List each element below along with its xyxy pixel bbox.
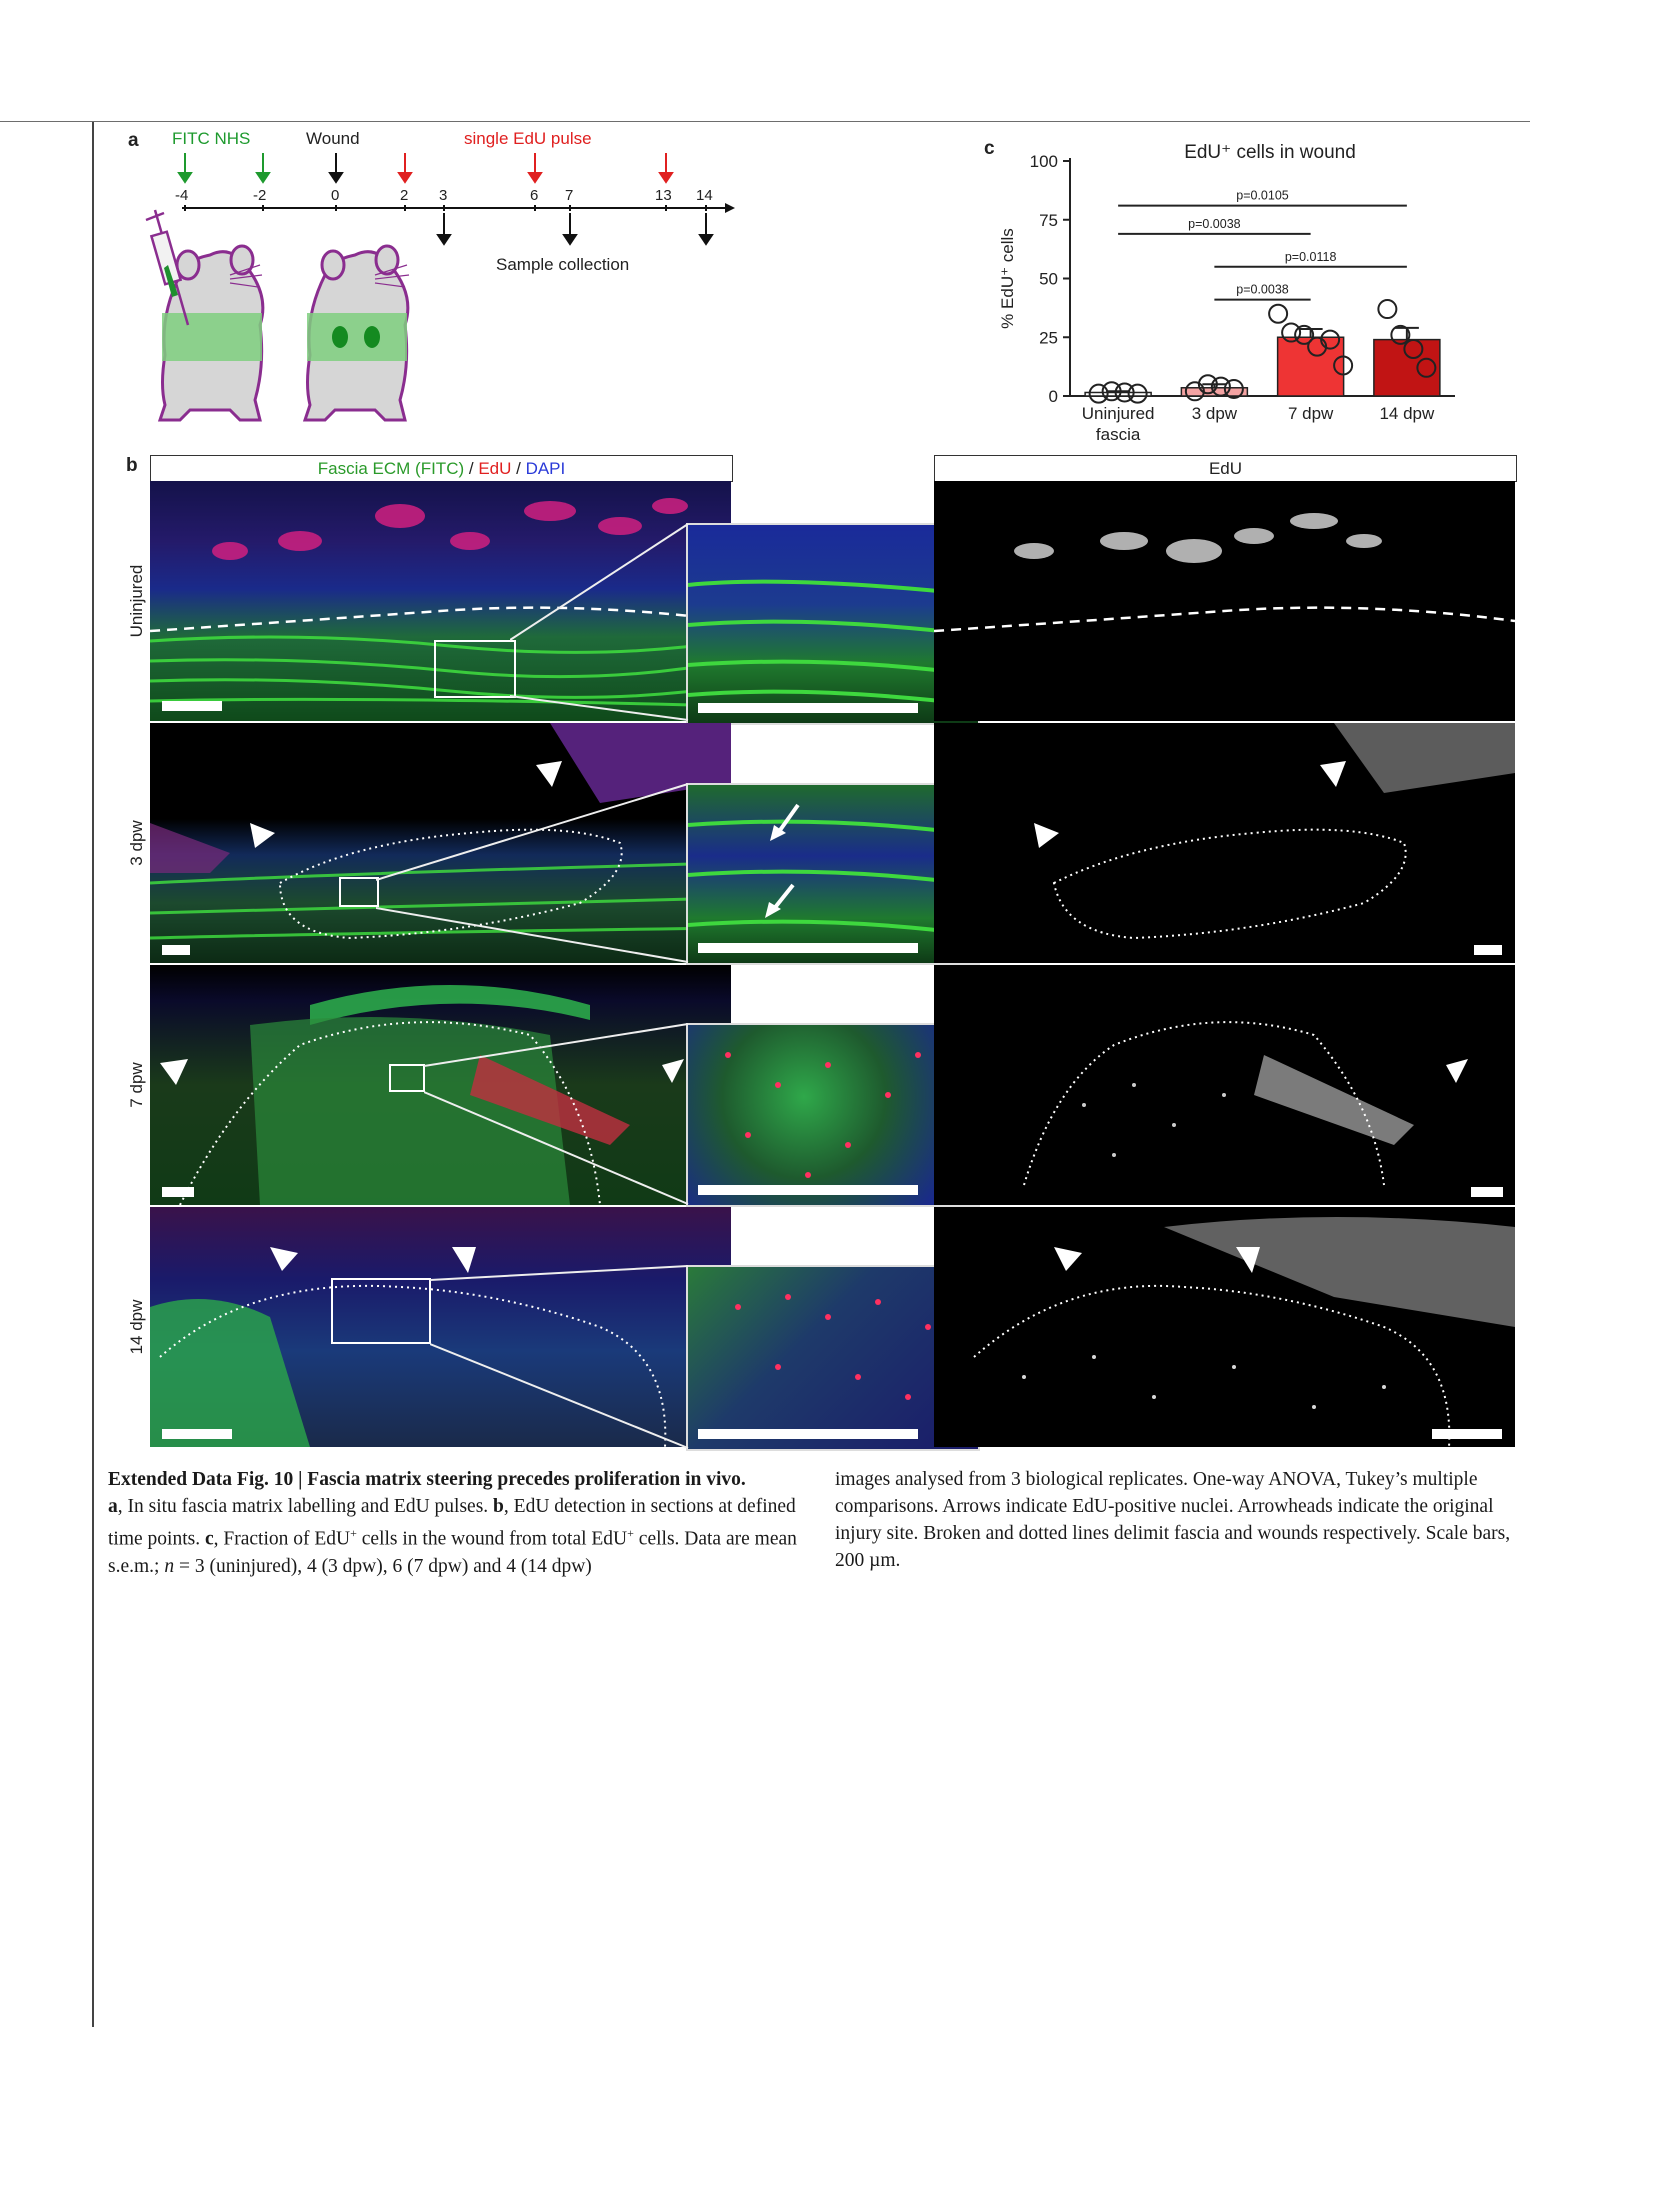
y-tick-label: 0 [1048,387,1058,406]
micrograph-3dpw-edu [934,723,1515,963]
wound-arrow [330,153,342,182]
row-label-14dpw: 14 dpw [124,1207,152,1447]
edu-arrows [399,153,672,182]
chart-title: EdU⁺ cells in wound [1184,142,1356,163]
y-tick-label: 75 [1039,210,1058,230]
scale-bar [698,1429,918,1439]
data-point [1269,305,1287,323]
scale-bar [162,945,190,955]
zoom-lines-row3 [424,1020,690,1210]
micrograph-7dpw-edu [934,965,1515,1205]
tick-label: 7 [565,187,574,204]
y-axis-label: % EdU⁺ cells [998,228,1017,329]
row-label-3dpw: 3 dpw [124,723,152,963]
header-edu: EdU [478,459,512,478]
scale-bar [1432,1429,1502,1439]
scale-bar [698,703,918,713]
scale-bar [698,1185,918,1195]
edu-pulse-label: single EdU pulse [464,129,592,148]
tick-label: -4 [175,187,189,204]
tick-label: 0 [331,187,340,204]
mouse-1-label-band [162,313,262,361]
fitc-nhs-label: FITC NHS [172,129,251,148]
scale-bar [1471,1187,1503,1197]
tick-label: 2 [400,187,409,204]
tick-label: 13 [655,187,672,204]
edu-bar-chart [980,128,1480,458]
x-tick-label: 3 dpw [1191,404,1238,423]
top-rule [0,121,1530,122]
zoom-lines-row1 [510,520,690,725]
timeline-svg [120,125,760,430]
header-edu-right: EdU [1208,459,1243,478]
data-point [1378,300,1396,318]
wound-spot-2 [364,326,380,348]
row-label-uninjured: Uninjured [124,481,152,721]
header-sep-2: / [511,459,526,478]
scale-bar [698,943,918,953]
caption-column-2: images analysed from 3 biological replicates. One-way ANOVA, Tukey’s multiple comparisons. Arrows indicate EdU-positive nuclei. Arrowheads indicate the original injury site. Broken and dotted lines delimit fascia and wounds respectively. Scale bars, 200 µm. [835,1469,1511,1571]
scale-bar [162,1429,232,1439]
caption-column-1: Extended Data Fig. 10 | Fascia matrix steering precedes proliferation in vivo. a, In situ fascia matrix labelling and EdU pulses. b, EdU detection in sections at defined time points. c, Fraction of EdU+ cells in the wound from total EdU+ cells. Data are mean s.e.m.; n = 3 (uninjured), 4 (3 dpw), 6 (7 dpw) and 4 (14 dpw) [108,1469,797,1577]
tick-label: -2 [253,187,267,204]
row-label-7dpw: 7 dpw [124,965,152,1205]
scale-bar [1474,945,1502,955]
y-tick-label: 50 [1039,269,1058,289]
tick-label: 14 [696,187,713,204]
header-dapi: DAPI [525,459,566,478]
fitc-arrows [179,153,269,182]
sample-collection-label: Sample collection [496,255,630,274]
tick-label: 3 [439,187,448,204]
scale-bar [162,701,222,711]
mouse-2-label-band [307,313,407,361]
p-value-label: p=0.0105 [1236,188,1289,203]
panel-c-label: c [984,138,995,159]
wound-spot-1 [332,326,348,348]
p-value-label: p=0.0038 [1188,216,1241,231]
micrograph-14dpw-edu [934,1207,1515,1447]
panel-a-label: a [128,130,139,151]
x-tick-label: 14 dpw [1379,404,1435,423]
panel-b-header-left [150,455,733,482]
p-value-label: p=0.0118 [1284,249,1337,264]
y-tick-label: 25 [1039,328,1058,348]
scale-bar [162,1187,194,1197]
y-tick-label: 100 [1029,152,1058,171]
tick-label: 6 [530,187,539,204]
left-margin-rule [92,122,94,2027]
panel-c [980,128,1480,458]
zoom-lines-row2 [376,780,690,970]
p-value-label: p=0.0038 [1236,282,1289,297]
sample-arrows [438,213,712,244]
panel-a [120,125,760,430]
zoom-lines-row4 [430,1262,690,1452]
panel-b-header-right [934,455,1517,482]
wound-label: Wound [306,129,360,148]
micrograph-uninjured-edu [934,481,1515,721]
bar [1085,392,1151,396]
x-tick-label: 7 dpw [1287,404,1334,423]
x-tick-label: fascia [1095,425,1141,444]
header-sep-1: / [464,459,479,478]
x-tick-label: Uninjured [1081,404,1155,423]
bar [1374,340,1440,396]
header-fascia-ecm: Fascia ECM (FITC) [317,459,465,478]
timeline-arrowhead [725,203,735,213]
panel-b-label: b [126,455,138,476]
caption-title: Extended Data Fig. 10 | Fascia matrix steering precedes proliferation in vivo. [108,1469,746,1490]
